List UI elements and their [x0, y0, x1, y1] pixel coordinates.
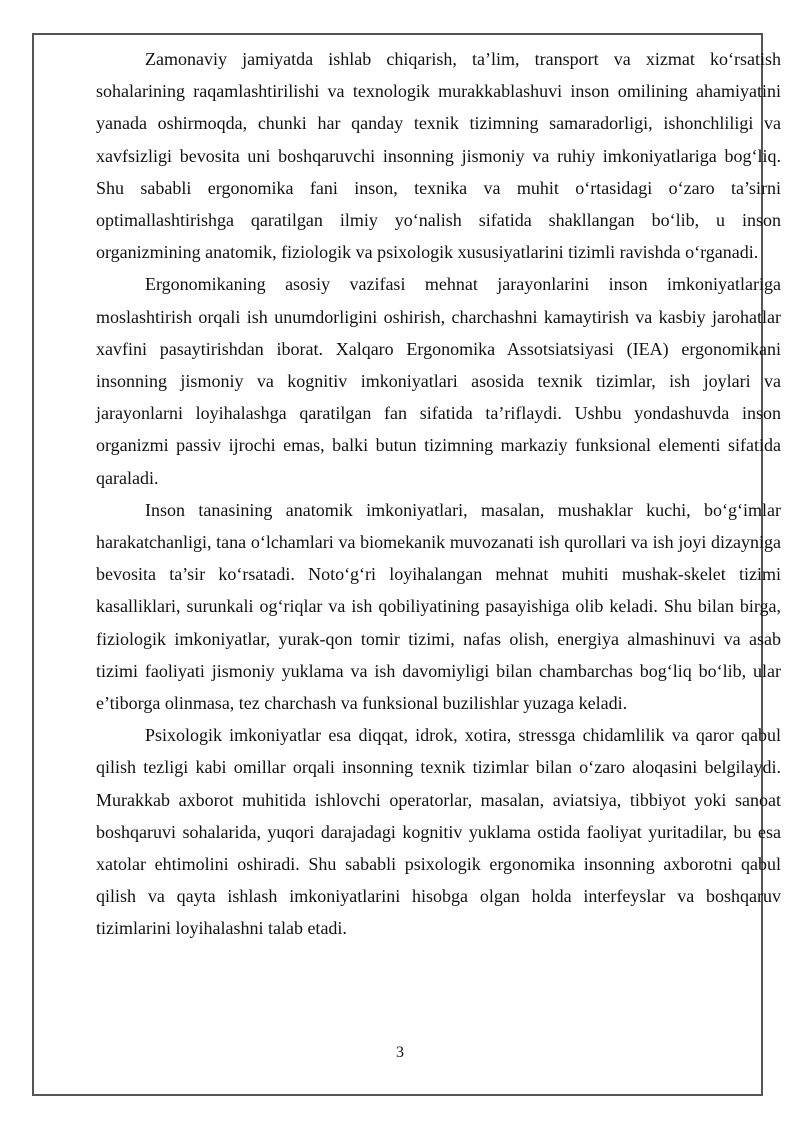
- document-body: [96, 43, 781, 945]
- paragraph-4: Psixologik imkoniyatlar esa diqqat, idrok, xotira, stressga chidamlilik va qaror qabul qilish tezligi kabi omillar orqali insonning texnik tizimlar bilan o‘zaro aloqasini belgilaydi. Murakkab axborot muhitida ishlovchi operatorlar, masalan, aviatsiya, tibbiyot yoki sanoat boshqaruvi sohalarida, yuqori darajadagi kognitiv yuklama ostida faoliyat yuritadilar, bu esa xatolar ehtimolini oshiradi. Shu sababli psixologik ergonomika insonning axborotni qabul qilish va qayta ishlash imkoniyatlarini hisobga olgan holda interfeyslar va boshqaruv tizimlarini loyihalashni talab etadi.: [96, 725, 781, 939]
- paragraph-3: Inson tanasining anatomik imkoniyatlari, masalan, mushaklar kuchi, bo‘g‘imlar harakatchanligi, tana o‘lchamlari va biomekanik muvozanati ish qurollari va ish joyi dizayniga bevosita ta’sir ko‘rsatadi. Noto‘g‘ri loyihalangan mehnat muhiti mushak-skelet tizimi kasalliklari, surunkali og‘riqlar va ish qobiliyatining pasayishiga olib keladi. Shu bilan birga, fiziologik imkoniyatlar, yurak-qon tomir tizimi, nafas olish, energiya almashinuvi va asab tizimi faoliyati jismoniy yuklama va ish davomiyligi bilan chambarchas bog‘liq bo‘lib, ular e’tiborga olinmasa, tez charchash va funksional buzilishlar yuzaga keladi.: [96, 499, 781, 714]
- paragraph-1: Zamonaviy jamiyatda ishlab chiqarish, ta’lim, transport va xizmat ko‘rsatish sohalarining raqamlashtirilishi va texnologik murakkablashuvi inson omilining ahamiyatini yanada oshirmoqda, chunki har qanday texnik tizimning samaradorligi, ishonchliligi va xavfsizligi bevosita uni boshqaruvchi insonning jismoniy va ruhiy imkoniyatlariga bog‘liq. Shu sababli ergonomika fani inson, texnika va muhit o‘rtasidagi o‘zaro ta’sirni optimallashtirishga qaratilgan ilmiy yo‘nalish sifatida shakllangan bo‘lib, u inson organizmining anatomik, fiziologik va psixologik xususiyatlarini tizimli ravishda o‘rganadi.: [96, 49, 781, 263]
- paragraph-2: Ergonomikaning asosiy vazifasi mehnat jarayonlarini inson imkoniyatlariga moslashtirish orqali ish unumdorligini oshirish, charchashni kamaytirish va kasbiy jarohatlar xavfini pasaytirishdan iborat. Xalqaro Ergonomika Assotsiatsiyasi (IEA) ergonomikani insonning jismoniy va kognitiv imkoniyatlari asosida texnik tizimlar, ish joylari va jarayonlarni loyihalashga qaratilgan fan sifatida ta’riflaydi. Ushbu yondashuvda inson organizmi passiv ijrochi emas, balki butun tizimning markaziy funksional elementi sifatida qaraladi.: [96, 274, 781, 488]
- page-number: 3: [396, 1044, 404, 1061]
